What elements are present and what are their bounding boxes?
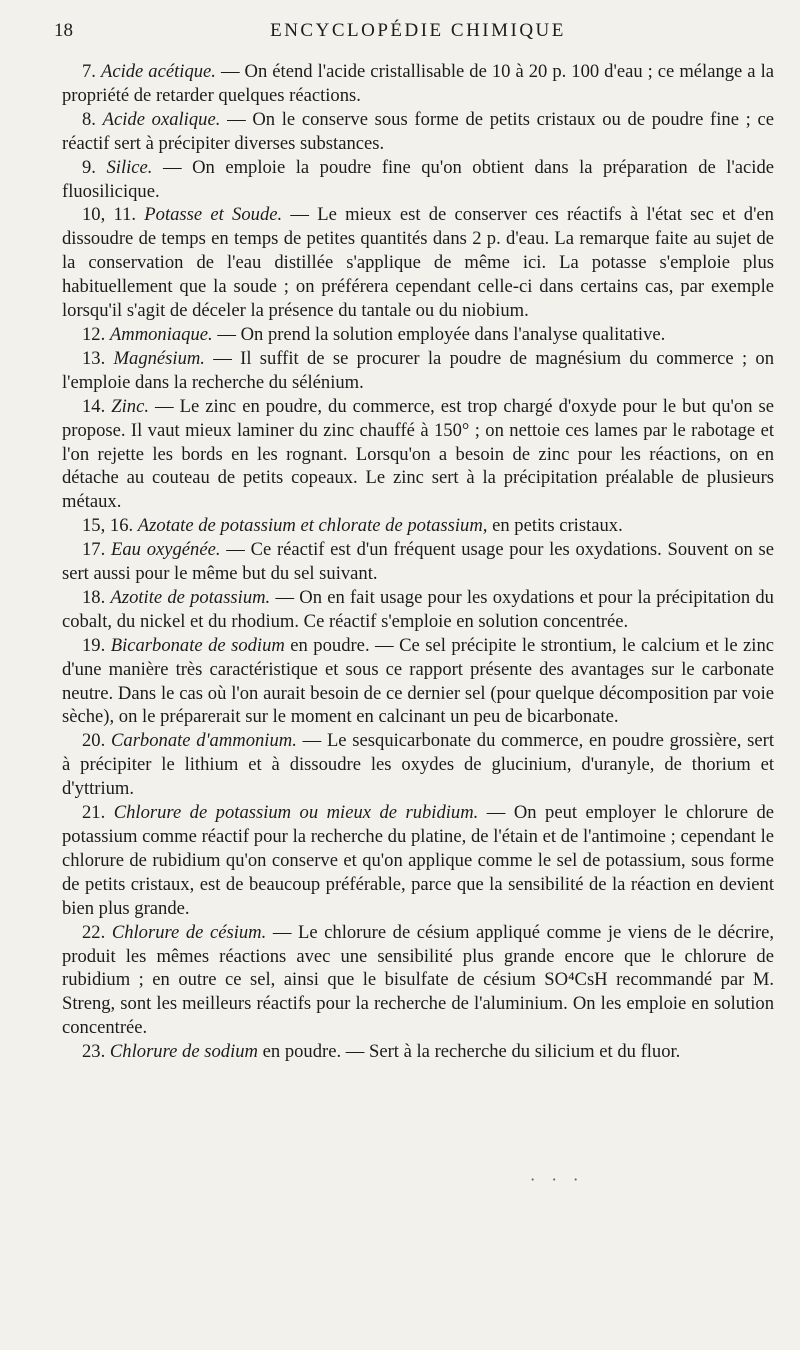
reagent-entry [62, 1040, 774, 1064]
running-title: ENCYCLOPÉDIE CHIMIQUE [270, 20, 566, 41]
entry-number: 15, 16. [82, 515, 134, 537]
document-body [62, 60, 774, 1064]
reagent-entry [62, 801, 774, 921]
entry-text: — On emploie la poudre fine qu'on obtient dans la préparation de l'acide fluosilicique. [62, 156, 774, 202]
entry-number: 17. [82, 539, 106, 561]
entry-number: 13. [82, 347, 106, 369]
entry-number: 21. [82, 802, 106, 824]
ink-specks: ⋅ ⋅ ⋅ [530, 1172, 585, 1189]
reagent-entry [62, 634, 774, 730]
entry-text: — On étend l'acide cristallisable de 10 à 20 p. 100 d'eau ; ce mélange a la propriété de retarder quelques réactions. [62, 61, 774, 106]
entry-text: — On le conserve sous forme de petits cristaux ou de poudre fine ; ce réactif sert à précipiter diverses substances. [62, 108, 775, 154]
reagent-entry [62, 60, 774, 108]
entry-number: 12. [82, 323, 106, 345]
entry-number: 20. [82, 730, 106, 752]
entry-text: en petits cristaux. [492, 515, 623, 537]
reagent-entry [62, 514, 774, 538]
entry-number: 22. [82, 921, 106, 943]
entry-term: Chlorure de césium. [111, 921, 267, 943]
entry-text: — Ce réactif est d'un fréquent usage pour les oxydations. Souvent on se sert aussi pour le même but du sel suivant. [62, 539, 775, 585]
entry-number: 8. [82, 108, 96, 130]
entry-term: Acide oxalique. [102, 108, 221, 130]
reagent-entry [62, 538, 774, 586]
entry-number: 23. [82, 1041, 106, 1063]
entry-term: Silice. [106, 156, 153, 178]
reagent-entry [62, 586, 774, 634]
entry-term: Ammoniaque. [109, 323, 213, 345]
reagent-entry [62, 729, 774, 801]
entry-term: Chlorure de potassium ou mieux de rubidium. [113, 802, 479, 824]
reagent-entry [62, 347, 774, 395]
entry-text: — Le zinc en poudre, du commerce, est trop chargé d'oxyde pour le but qu'on se propose. Il vaut mieux laminer du zinc chauffé à 150° ; on nettoie ces lames par le rabotage et l'on rejette les bords en les rognant. Lorsqu'on a besoin de zinc pour les réactions, on en détache au couteau de petits copeaux. Le zinc sert à la précipitation préalable de plusieurs métaux. [62, 395, 774, 513]
page-header [54, 20, 774, 50]
entry-term: Magnésium. [113, 347, 205, 369]
reagent-entry [62, 156, 774, 204]
reagent-entry [62, 395, 774, 515]
entry-number: 14. [82, 395, 106, 417]
reagent-entry [62, 108, 774, 156]
entry-number: 10, 11. [82, 204, 137, 226]
reagent-entry [62, 323, 774, 347]
entry-text: en poudre. — Sert à la recherche du silicium et du fluor. [262, 1041, 681, 1063]
entry-text: — Le chlorure de césium appliqué comme je viens de le décrire, produit les mêmes réactions avec une sensibilité plus grande encore que le chlorure de rubidium ; en outre ce sel, ainsi que le bisulfate de césium SO⁴CsH recommandé par M. Streng, sont les meilleurs réactifs pour la recherche de l'aluminium. On les emploie en solution concentrée. [62, 921, 774, 1039]
entry-number: 18. [82, 586, 106, 608]
entry-text: — On peut employer le chlorure de potassium comme réactif pour la recherche du platine, de l'étain et de l'antimoine ; cependant le chlorure de rubidium qu'on conserve et qu'on applique comme le sel de potassium, sous forme de petits cristaux, est de beaucoup préférable, parce que la sensibilité de la réaction en devient bien plus grande. [62, 802, 774, 919]
entry-term: Acide acétique. [100, 61, 216, 82]
entry-term: Eau oxygénée. [111, 539, 221, 561]
entry-term: Zinc. [111, 395, 149, 417]
entry-term: Potasse et Soude. [144, 204, 283, 226]
entry-number: 7. [82, 61, 96, 82]
reagent-entry [62, 921, 774, 1041]
entry-text: — Le sesquicarbonate du commerce, en poudre grossière, sert à précipiter le lithium et à dissoudre les oxydes de glucinium, d'uranyle, de thorium et d'yttrium. [62, 730, 774, 800]
entry-text: — On en fait usage pour les oxydations et pour la précipitation du cobalt, du nickel et du rhodium. Ce réactif s'emploie en solution concentrée. [62, 586, 774, 632]
entry-term: Carbonate d'ammonium. [111, 730, 297, 752]
document-page [54, 20, 775, 1064]
entry-text: — Le mieux est de conserver ces réactifs à l'état sec et d'en dissoudre de temps en temps de petites quantités dans 2 p. d'eau. La remarque faite au sujet de la conservation de l'eau distillée s'applique de même ici. La potasse s'emploie plus habituellement que la soude ; on préférera cependant celle-ci dans certains cas, par exemple lorsqu'il s'agit de déceler la présence du tantale ou du niobium. [62, 204, 774, 322]
entry-term: Azotate de potassium et chlorate de potassium, [137, 515, 488, 537]
entry-text: — On prend la solution employée dans l'analyse qualitative. [217, 323, 666, 345]
entry-text: — Il suffit de se procurer la poudre de magnésium du commerce ; on l'emploie dans la recherche du sélénium. [62, 347, 774, 393]
reagent-entry [62, 203, 774, 323]
entry-term: Azotite de potassium. [110, 586, 271, 608]
entry-number: 9. [82, 156, 96, 178]
entry-text: en poudre. — Ce sel précipite le strontium, le calcium et le zinc d'une manière très caractéristique et sous ce rapport présente des avantages sur le carbonate neutre. Dans le cas où l'on aurait besoin de ce dernier sel (pour quelque décomposition par voie sèche), on le préparerait sur le moment en calcinant un peu de bicarbonate. [62, 634, 775, 728]
page-number: 18 [54, 20, 73, 41]
entry-term: Chlorure de sodium [109, 1041, 258, 1063]
entry-number: 19. [82, 634, 106, 656]
entry-term: Bicarbonate de sodium [110, 634, 285, 656]
